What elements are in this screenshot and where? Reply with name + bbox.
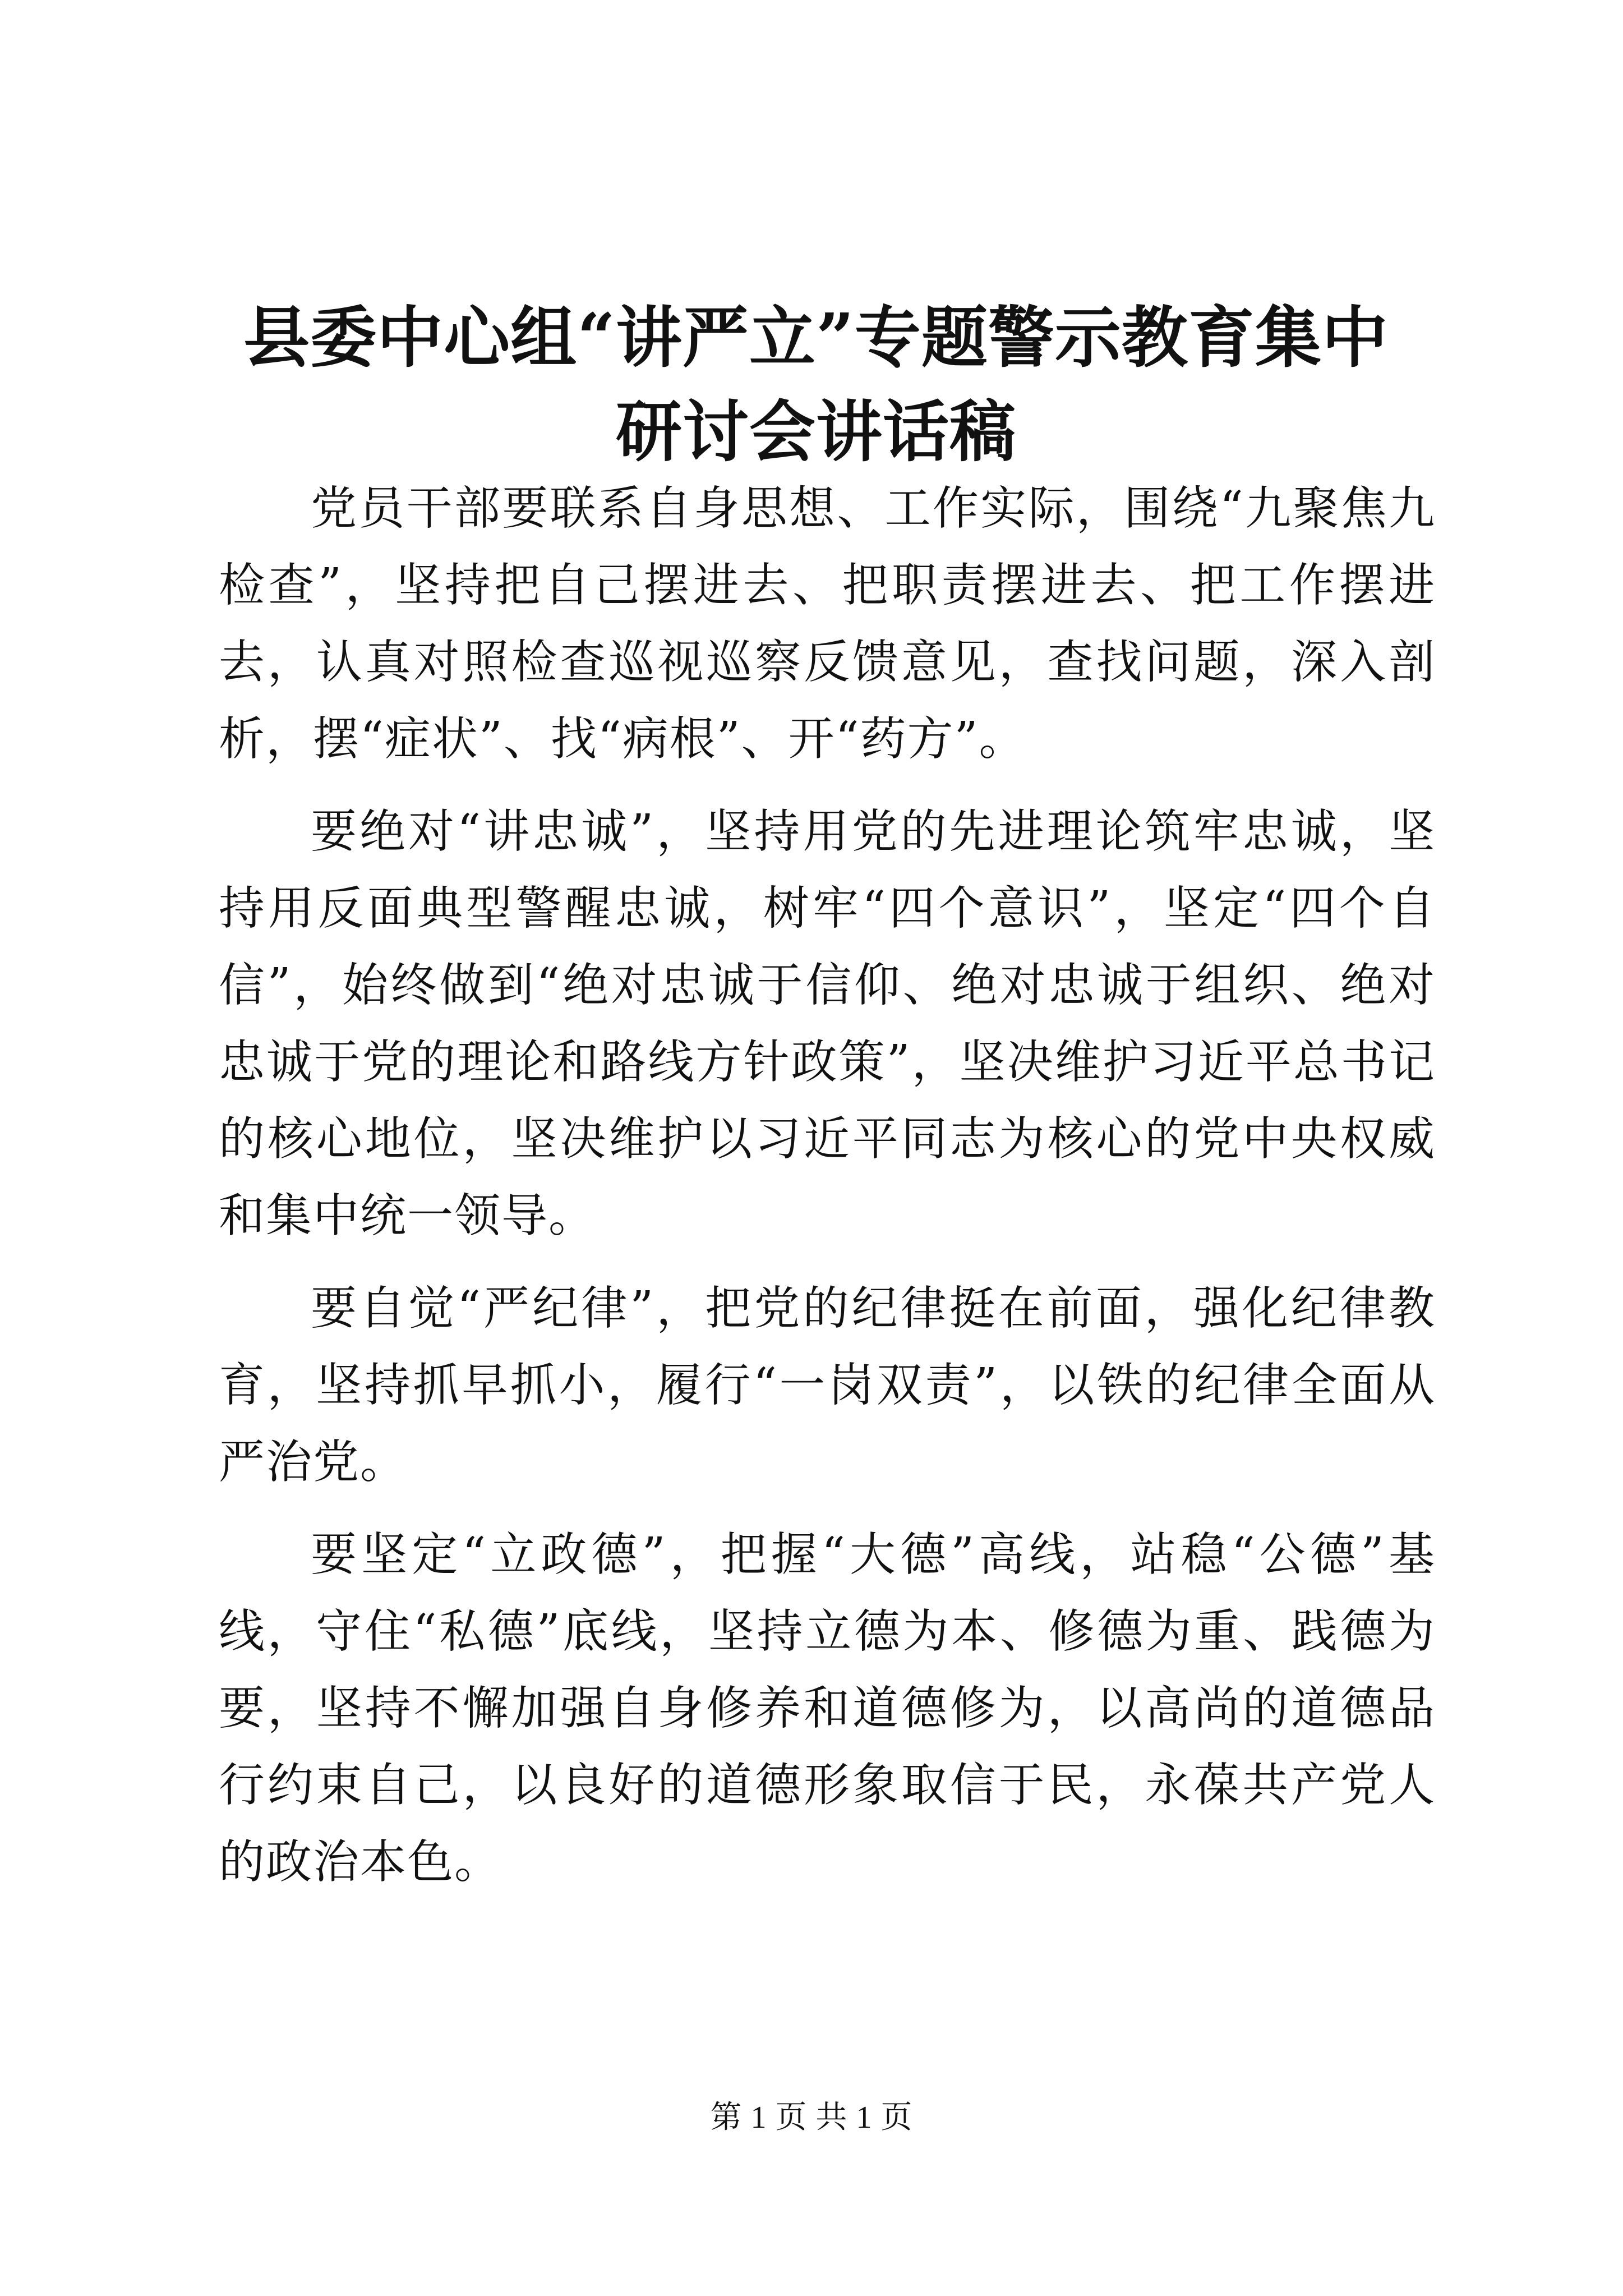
paragraph-2: 要绝对“讲忠诚”，坚持用党的先进理论筑牢忠诚，坚持用反面典型警醒忠诚，树牢“四个意识”，坚定“四个自信”，始终做到“绝对忠诚于信仰、绝对忠诚于组织、绝对忠诚于党的理论和路线方针政策”，坚决维护习近平总书记的核心地位，坚决维护以习近平同志为核心的党中央权威和集中统一领导。: [219, 805, 1436, 1243]
document-title: 县委中心组“讲严立”专题警示教育集中研讨会讲话稿: [243, 298, 1389, 471]
paragraph-3: 要自觉“严纪律”，把党的纪律挺在前面，强化纪律教育，坚持抓早抓小，履行“一岗双责”，以铁的纪律全面从严治党。: [219, 1282, 1436, 1489]
paragraph-1: 党员干部要联系自身思想、工作实际，围绕“九聚焦九检查”，坚持把自己摆进去、把职责摆进去、把工作摆进去，认真对照检查巡视巡察反馈意见，查找问题，深入剖析，摆“症状”、找“病根”、开“药方”。: [219, 482, 1436, 766]
page-footer: 第 1 页 共 1 页: [710, 2100, 913, 2135]
paragraph-4: 要坚定“立政德”，把握“大德”高线，站稳“公德”基线，守住“私德”底线，坚持立德为本、修德为重、践德为要，坚持不懈加强自身修养和道德修为，以高尚的道德品行约束自己，以良好的道德形象取信于民，永葆共产党人的政治本色。: [219, 1528, 1436, 1889]
document-body: [219, 470, 1436, 1916]
